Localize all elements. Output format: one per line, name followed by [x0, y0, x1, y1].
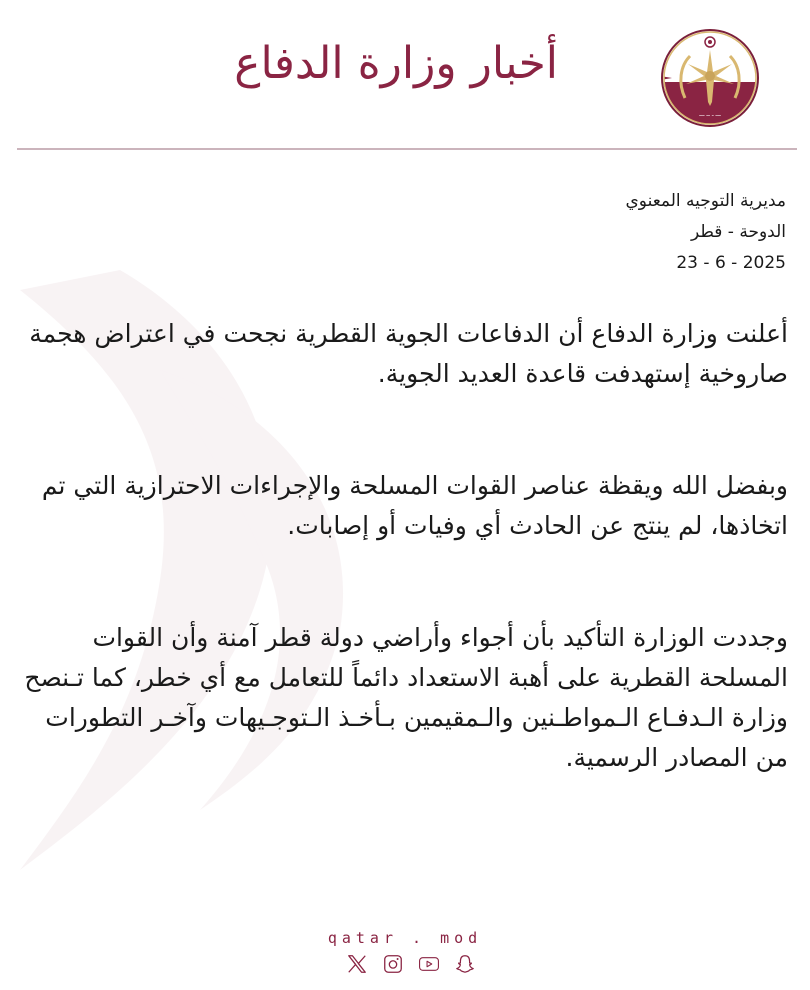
social-links	[12, 953, 810, 975]
article-body	[13, 314, 788, 850]
svg-text:ـــ ـ ــ ـــ: ـــ ـ ــ ـــ	[699, 111, 721, 118]
header-divider	[17, 148, 797, 150]
ministry-emblem-icon	[660, 28, 760, 128]
location-label: الدوحة - قطر	[690, 222, 786, 242]
youtube-icon[interactable]	[418, 953, 440, 975]
snapchat-icon[interactable]	[454, 953, 476, 975]
instagram-icon[interactable]	[382, 953, 404, 975]
paragraph-3: وجددت الوزارة التأكيد بأن أجواء وأراضي دولة قطر آمنة وأن القوات المسلحة القطرية على أهبة الاستعداد دائماً للتعامل مع أي خطر، كما تـنصح وزارة الـدفـاع الـمواطـنين والـمقيمين بـأخـذ الـتوجـيهات وآخـر التطورات من المصادر الرسمية.	[24, 623, 788, 772]
footer	[0, 928, 810, 975]
department-label: مديرية التوجيه المعنوي	[625, 191, 786, 211]
paragraph-2: وبفضل الله ويقظة عناصر القوات المسلحة والإجراءات الاحترازية التي تم اتخاذها، لم ينتج عن الحادث أي وفيات أو إصابات.	[41, 471, 788, 540]
header	[0, 0, 810, 150]
page-title: أخبار وزارة الدفاع	[234, 38, 558, 89]
paragraph-1: أعلنت وزارة الدفاع أن الدفاعات الجوية القطرية نجحت في اعتراض هجمة صاروخية إستهدفت قاعدة العديد الجوية.	[29, 319, 788, 388]
date-label: 2025 - 6 - 23	[676, 253, 786, 273]
press-release-meta	[625, 186, 786, 279]
x-icon[interactable]	[346, 953, 368, 975]
social-handle: qatar . mod	[327, 929, 483, 947]
